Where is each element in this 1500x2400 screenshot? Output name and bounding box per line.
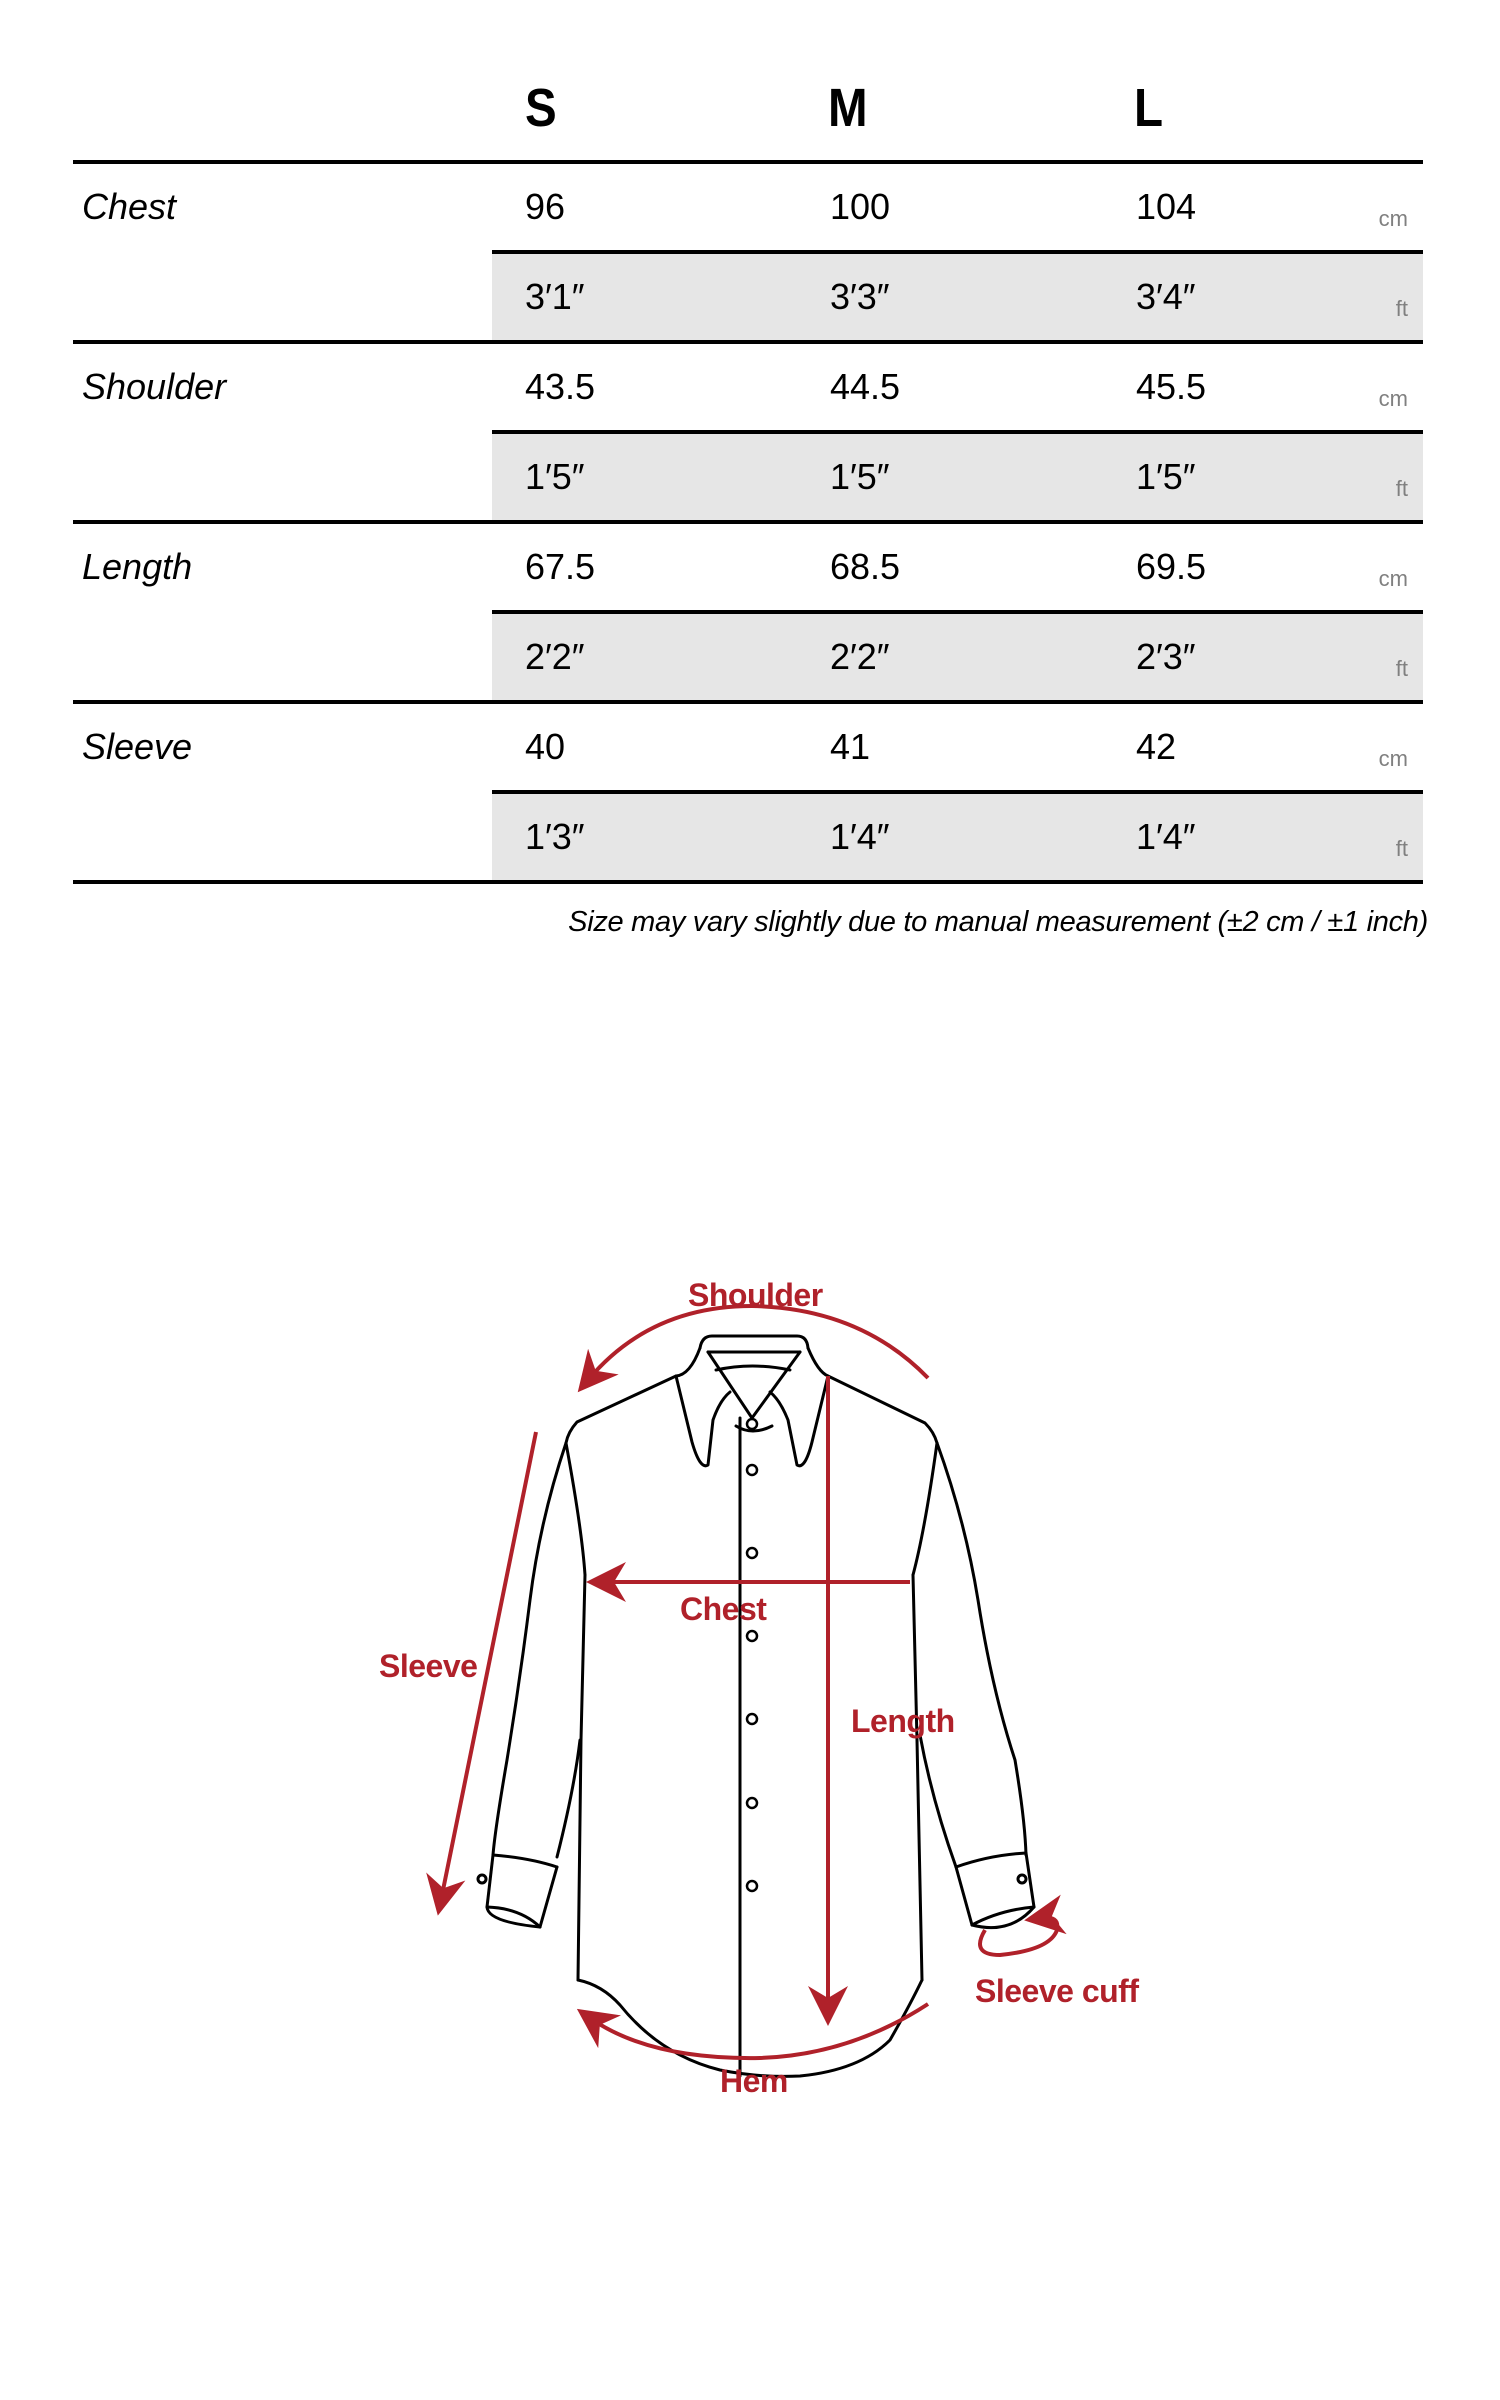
row-sub-divider bbox=[492, 250, 1423, 254]
sleeve-cuff-arrow-icon bbox=[980, 1918, 1057, 1956]
cell-chest-s-ft: 3′1″ bbox=[525, 276, 585, 317]
row-sub-divider bbox=[492, 790, 1423, 794]
ft-row-shade bbox=[492, 432, 1423, 520]
cell-length-s-ft: 2′2″ bbox=[525, 636, 585, 677]
row-label-shoulder: Shoulder bbox=[82, 366, 227, 407]
size-header-l: L bbox=[1134, 78, 1164, 138]
unit-cm: cm bbox=[1378, 386, 1408, 411]
diagram-label-sleeve-cuff: Sleeve cuff bbox=[975, 1973, 1139, 2009]
ft-row-shade bbox=[492, 792, 1423, 880]
cell-shoulder-m-cm: 44.5 bbox=[830, 366, 901, 407]
cell-shoulder-s-cm: 43.5 bbox=[525, 366, 596, 407]
cell-length-m-cm: 68.5 bbox=[830, 546, 901, 587]
diagram-label-shoulder: Shoulder bbox=[688, 1277, 823, 1313]
cell-chest-s-cm: 96 bbox=[525, 186, 566, 227]
measurement-note: Size may vary slightly due to manual measurement (±2 cm / ±1 inch) bbox=[568, 906, 1428, 938]
ft-row-shade bbox=[492, 612, 1423, 700]
unit-ft: ft bbox=[1395, 476, 1408, 501]
shoulder-arrow-icon bbox=[588, 1306, 928, 1380]
cell-chest-m-cm: 100 bbox=[830, 186, 891, 227]
cell-length-s-cm: 67.5 bbox=[525, 546, 596, 587]
cell-sleeve-m-cm: 41 bbox=[830, 726, 871, 767]
cell-chest-m-ft: 3′3″ bbox=[830, 276, 890, 317]
cell-sleeve-l-ft: 1′4″ bbox=[1136, 816, 1196, 857]
button-icons bbox=[747, 1419, 757, 1891]
cell-length-m-ft: 2′2″ bbox=[830, 636, 890, 677]
diagram-label-hem: Hem bbox=[720, 2063, 788, 2099]
diagram-label-length: Length bbox=[851, 1703, 955, 1739]
unit-cm: cm bbox=[1378, 206, 1408, 231]
row-sub-divider bbox=[492, 610, 1423, 614]
size-header-s: S bbox=[525, 78, 557, 138]
diagram-label-sleeve: Sleeve bbox=[379, 1648, 478, 1684]
shirt-diagram bbox=[0, 1200, 1500, 2100]
row-divider bbox=[73, 520, 1423, 524]
cell-shoulder-s-ft: 1′5″ bbox=[525, 456, 585, 497]
cell-length-l-ft: 2′3″ bbox=[1136, 636, 1196, 677]
row-divider bbox=[73, 700, 1423, 704]
row-label-chest: Chest bbox=[82, 186, 177, 227]
row-divider bbox=[73, 340, 1423, 344]
cell-sleeve-l-cm: 42 bbox=[1136, 726, 1177, 767]
row-label-length: Length bbox=[82, 546, 193, 587]
row-label-sleeve: Sleeve bbox=[82, 726, 193, 767]
ft-row-shade bbox=[492, 252, 1423, 340]
unit-cm: cm bbox=[1378, 746, 1408, 771]
size-header-m: M bbox=[828, 78, 868, 138]
cell-chest-l-ft: 3′4″ bbox=[1136, 276, 1196, 317]
cell-shoulder-m-ft: 1′5″ bbox=[830, 456, 890, 497]
unit-ft: ft bbox=[1395, 656, 1408, 681]
unit-cm: cm bbox=[1378, 566, 1408, 591]
diagram-label-chest: Chest bbox=[680, 1591, 767, 1627]
cell-sleeve-s-ft: 1′3″ bbox=[525, 816, 585, 857]
cell-sleeve-m-ft: 1′4″ bbox=[830, 816, 890, 857]
unit-ft: ft bbox=[1395, 296, 1408, 321]
cell-shoulder-l-cm: 45.5 bbox=[1136, 366, 1207, 407]
table-bottom-divider bbox=[73, 880, 1423, 884]
table-top-divider bbox=[73, 160, 1423, 164]
cell-chest-l-cm: 104 bbox=[1136, 186, 1197, 227]
cell-shoulder-l-ft: 1′5″ bbox=[1136, 456, 1196, 497]
cell-sleeve-s-cm: 40 bbox=[525, 726, 566, 767]
cell-length-l-cm: 69.5 bbox=[1136, 546, 1207, 587]
row-sub-divider bbox=[492, 430, 1423, 434]
unit-ft: ft bbox=[1395, 836, 1408, 861]
